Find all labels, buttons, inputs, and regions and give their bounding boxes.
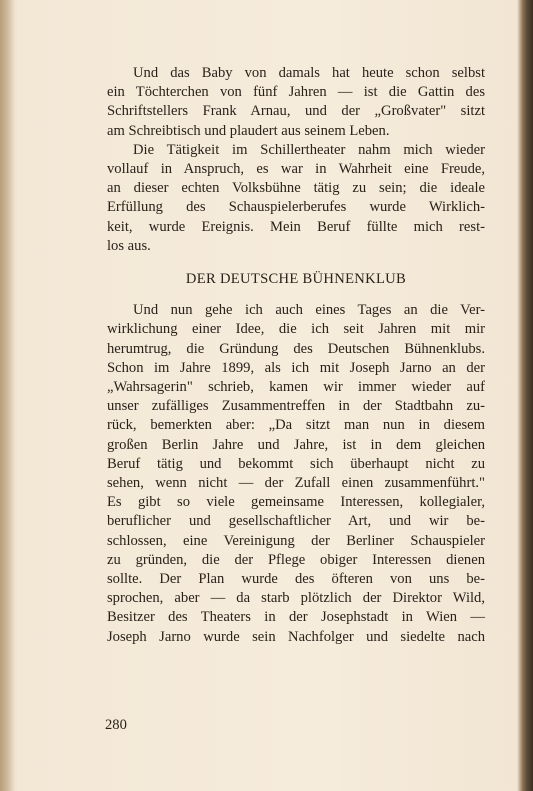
text-line: los aus. xyxy=(107,237,151,254)
text-line: sprochen, aber — da starb plötzlich der Direktor Wild, xyxy=(107,590,485,607)
text-line: schlossen, eine Vereinigung der Berliner Schauspieler xyxy=(107,532,485,549)
text-line: Erfüllung des Schauspielerberufes wurde Wirklich- xyxy=(107,199,485,216)
text-line: Besitzer des Theaters in der Josephstadt in Wien — xyxy=(107,609,485,626)
text-line: Die Tätigkeit im Schillertheater nahm mich wieder xyxy=(133,141,485,158)
text-line: zu gründen, die der Pflege obiger Interessen dienen xyxy=(107,551,485,568)
text-line: am Schreibtisch und plaudert aus seinem Leben. xyxy=(107,122,390,139)
text-line: wirklichung einer Idee, die ich seit Jahren mit mir xyxy=(107,321,485,338)
text-line: herumtrug, die Gründung des Deutschen Bühnenklubs. xyxy=(107,340,485,357)
text-line: sollte. Der Plan wurde des öfteren von uns be- xyxy=(107,571,485,588)
text-line: ein Töchterchen von fünf Jahren — ist die Gattin des xyxy=(107,84,485,101)
text-line: Beruf tätig und bekommt sich überhaupt nicht zu xyxy=(107,455,485,472)
text-line: „Wahrsagerin" schrieb, kamen wir immer wieder auf xyxy=(107,379,485,396)
text-line: keit, wurde Ereignis. Mein Beruf füllte mich rest- xyxy=(107,218,485,235)
text-line: Schon im Jahre 1899, als ich mit Joseph Jarno an der xyxy=(107,359,485,376)
section-heading: DER DEUTSCHE BÜHNENKLUB xyxy=(185,271,407,288)
text-line: Und das Baby von damals hat heute schon selbst xyxy=(133,65,485,81)
paragraph-1 xyxy=(107,64,485,141)
binding-shadow xyxy=(0,0,14,791)
text-line: vollauf in Anspruch, es war in Wahrheit eine Freude, xyxy=(107,161,485,178)
text-line: Schriftstellers Frank Arnau, und der „Großvater" sitzt xyxy=(107,103,485,120)
body-text xyxy=(107,64,485,647)
text-line: an dieser echten Volksbühne tätig zu sein; die ideale xyxy=(107,180,485,197)
page-edge xyxy=(517,0,533,791)
text-line: beruflicher und gesellschaftlicher Art, und wir be- xyxy=(107,513,485,530)
text-line: Und nun gehe ich auch eines Tages an die Ver- xyxy=(133,302,485,319)
text-line: Joseph Jarno wurde sein Nachfolger und siedelte nach xyxy=(107,628,485,645)
paragraph-2 xyxy=(107,141,485,256)
text-line: Es gibt so viele gemeinsame Interessen, kollegialer, xyxy=(107,494,485,511)
text-line: sehen, wenn nicht — der Zufall einen zusammenführt." xyxy=(107,475,485,492)
text-line: unser zufälliges Zusammentreffen in der Stadtbahn zu- xyxy=(107,398,485,415)
text-line: großen Berlin Jahre und Jahre, ist in dem gleichen xyxy=(107,436,485,453)
page-number: 280 xyxy=(105,717,127,733)
paragraph-3 xyxy=(107,301,485,647)
text-line: rück, bemerkten aber: „Da sitzt man nun in diesem xyxy=(107,417,485,434)
